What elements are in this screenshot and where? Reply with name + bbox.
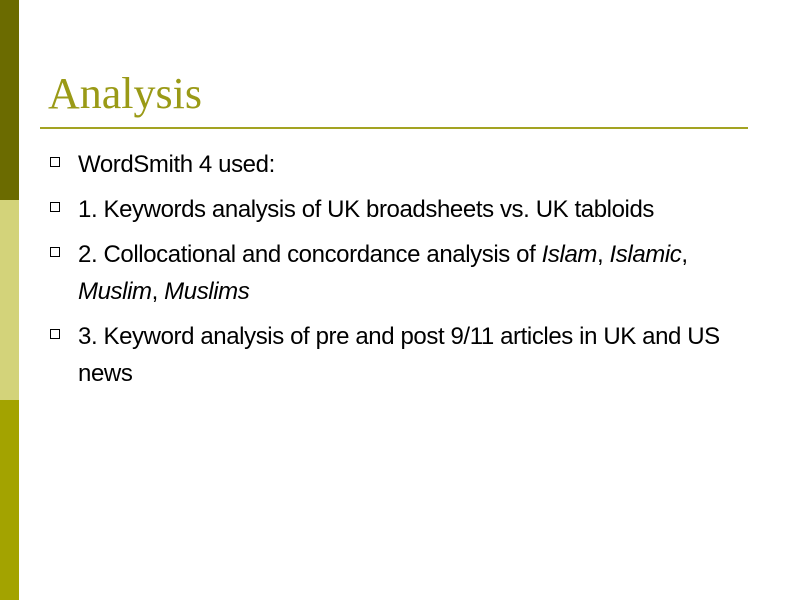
title-underline [40,127,748,129]
bullet-text [78,241,688,305]
bullet-item-keywords [48,191,760,228]
bullet-item-pre-post [48,318,760,392]
term-islamic: Islamic [609,241,682,268]
side-bar-bottom-segment [0,400,19,600]
bullet-item-collocation [48,236,760,310]
side-bar-middle-segment [0,200,19,400]
term-muslim: Muslim [78,278,152,305]
bullet-list [48,146,760,400]
term-separator: , [151,278,165,305]
hollow-square-bullet-icon [50,247,60,257]
term-islam: Islam [541,241,597,268]
bullet-item-tool [48,146,760,183]
term-muslims: Muslims [164,278,250,305]
term-separator: , [681,241,688,268]
slide-title: Analysis [48,69,202,118]
hollow-square-bullet-icon [50,157,60,167]
side-bar-top-segment [0,0,19,200]
bullet-text-prefix: 2. Collocational and concordance analysis of [78,241,542,268]
bullet-text: 3. Keyword analysis of pre and post 9/11 articles in UK and US news [78,323,720,387]
bullet-text: WordSmith 4 used: [78,151,275,178]
term-separator: , [596,241,610,268]
hollow-square-bullet-icon [50,329,60,339]
hollow-square-bullet-icon [50,202,60,212]
bullet-text: 1. Keywords analysis of UK broadsheets vs. UK tabloids [78,196,655,223]
